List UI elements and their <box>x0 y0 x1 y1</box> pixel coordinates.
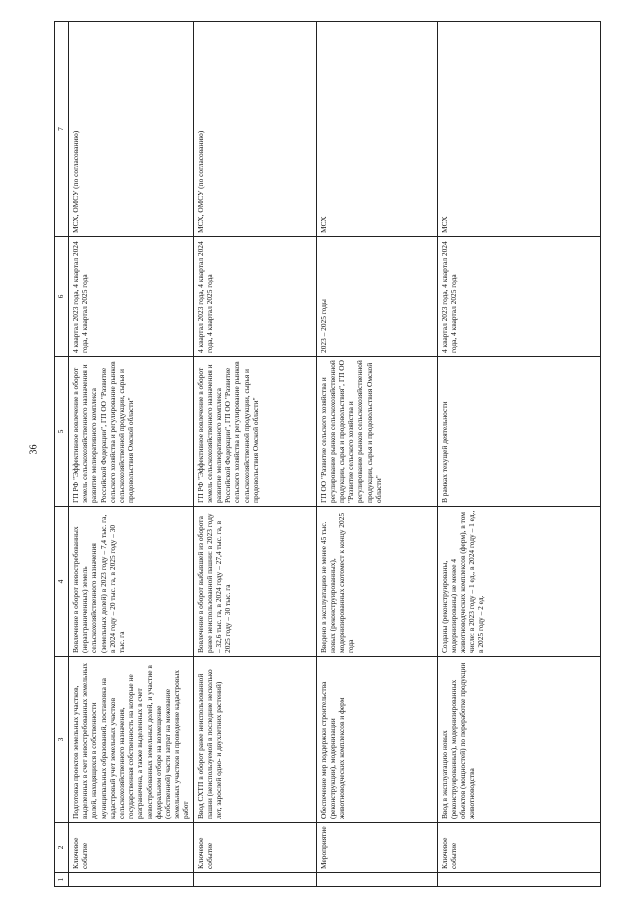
row-index-cell <box>437 873 600 887</box>
deadline-cell: 4 квартал 2023 года, 4 квартал 2024 года, 4 квартал 2025 года <box>437 237 600 357</box>
table-row <box>69 22 194 887</box>
responsible-cell: МСХ, ОМСУ (по согласованию) <box>193 22 316 237</box>
result-cell: Вовлечение в оборот выбывшей из оборота ранее неиспользованной пашни: в 2023 году – 32,6 тыс. га, в 2024 году – 27,4 тыс. га, в 2025 году – 30 тыс. га <box>193 507 316 657</box>
row-index-cell <box>193 873 316 887</box>
col-number-7: 7 <box>55 22 69 237</box>
program-cell: ГП РФ "Эффективное вовлечение в оборот земель сельскохозяйственного назначения и развитие мелиоративного комплекса Российской Федерации", ГП ОО "Развитие сельского хозяйства и регулирование рынков сельскохозяйственной продукции, сырья и продовольствия Омской области" <box>69 357 194 507</box>
description-cell: Ввод в эксплуатацию новых (реконструированных), модернизированных объектов (мощностей) по переработке продукции животноводства <box>437 657 600 823</box>
description-cell: Ввод СХТП в оборот ранее неиспользованной пашни (неиспользуемой в последние несколько лет, зарослей одно- и двухлетних растений) <box>193 657 316 823</box>
type-cell: Ключевое событие <box>437 823 600 873</box>
responsible-cell: МСХ, ОМСУ (по согласованию) <box>69 22 194 237</box>
table-row <box>316 22 437 887</box>
result-cell: Вовлечение в оборот невостребованных (неразграниченных) земель сельскохозяйственного назначения (земельных долей) в 2023 году – 7,4 тыс. га, в 2024 году – 20 тыс. га, в 2025 году – 30 тыс. га <box>69 507 194 657</box>
responsible-cell: МСХ <box>316 22 437 237</box>
deadline-cell: 2023 – 2025 годы <box>316 237 437 357</box>
table-canvas <box>54 22 640 887</box>
row-index-cell <box>316 873 437 887</box>
rotated-page <box>54 22 640 887</box>
table-row <box>437 22 600 887</box>
responsible-cell: МСХ <box>437 22 600 237</box>
result-cell: Созданы (реконструированы, модернизированы) не менее 4 животноводческих комплексов (ферм), в том числе: в 2023 году – 1 ед., в 2024 году – 1 ед., в 2025 году – 2 ед. <box>437 507 600 657</box>
description-cell: Обеспечение мер поддержки строительства (реконструкции), модернизации животноводческих комплексов и ферм <box>316 657 437 823</box>
program-cell: ГП ОО "Развитие сельского хозяйства и регулирование рынков сельскохозяйственной продукции, сырья и продовольствия", ГП ОО "Развитие сельского хозяйства и регулирование рынков сельскохозяйственной продукции, сырья и продовольствия Омской области" <box>316 357 437 507</box>
col-number-4: 4 <box>55 507 69 657</box>
type-cell: Ключевое событие <box>69 823 194 873</box>
col-number-3: 3 <box>55 657 69 823</box>
measures-table <box>54 21 601 887</box>
description-cell: Подготовка проектов земельных участков, выделенных в счет невостребованных земельных долей, находящихся в собственности муниципальных образований, постановка на кадастровый учет земельных участков сельскохозяйственного назначения, государственная собственность на которые не разграничена, а также выделенных в счет невостребованных земельных долей, и участие в федеральном отборе на возмещение (собственной) части затрат на межевание земельных участков и проведение кадастровых работ <box>69 657 194 823</box>
type-cell: Мероприятие <box>316 823 437 873</box>
deadline-cell: 4 квартал 2023 года, 4 квартал 2024 года, 4 квартал 2025 года <box>69 237 194 357</box>
result-cell: Введено в эксплуатацию не менее 45 тыс. новых (реконструированных), модернизированных скотомест к концу 2025 года <box>316 507 437 657</box>
program-cell: В рамках текущей деятельности <box>437 357 600 507</box>
col-number-6: 6 <box>55 237 69 357</box>
type-cell: Ключевое событие <box>193 823 316 873</box>
deadline-cell: 4 квартал 2023 года, 4 квартал 2024 года, 4 квартал 2025 года <box>193 237 316 357</box>
page-number: 36 <box>28 444 40 455</box>
col-number-2: 2 <box>55 823 69 873</box>
row-index-cell <box>69 873 194 887</box>
program-cell: ГП РФ "Эффективное вовлечение в оборот земель сельскохозяйственного назначения и развитие мелиоративного комплекса Российской Федерации", ГП ОО "Развитие сельского хозяйства и регулирование рынков сельскохозяйственной продукции, сырья и продовольствия Омской области" <box>193 357 316 507</box>
table-row <box>193 22 316 887</box>
col-number-1: 1 <box>55 873 69 887</box>
col-number-5: 5 <box>55 357 69 507</box>
header-row <box>55 22 69 887</box>
